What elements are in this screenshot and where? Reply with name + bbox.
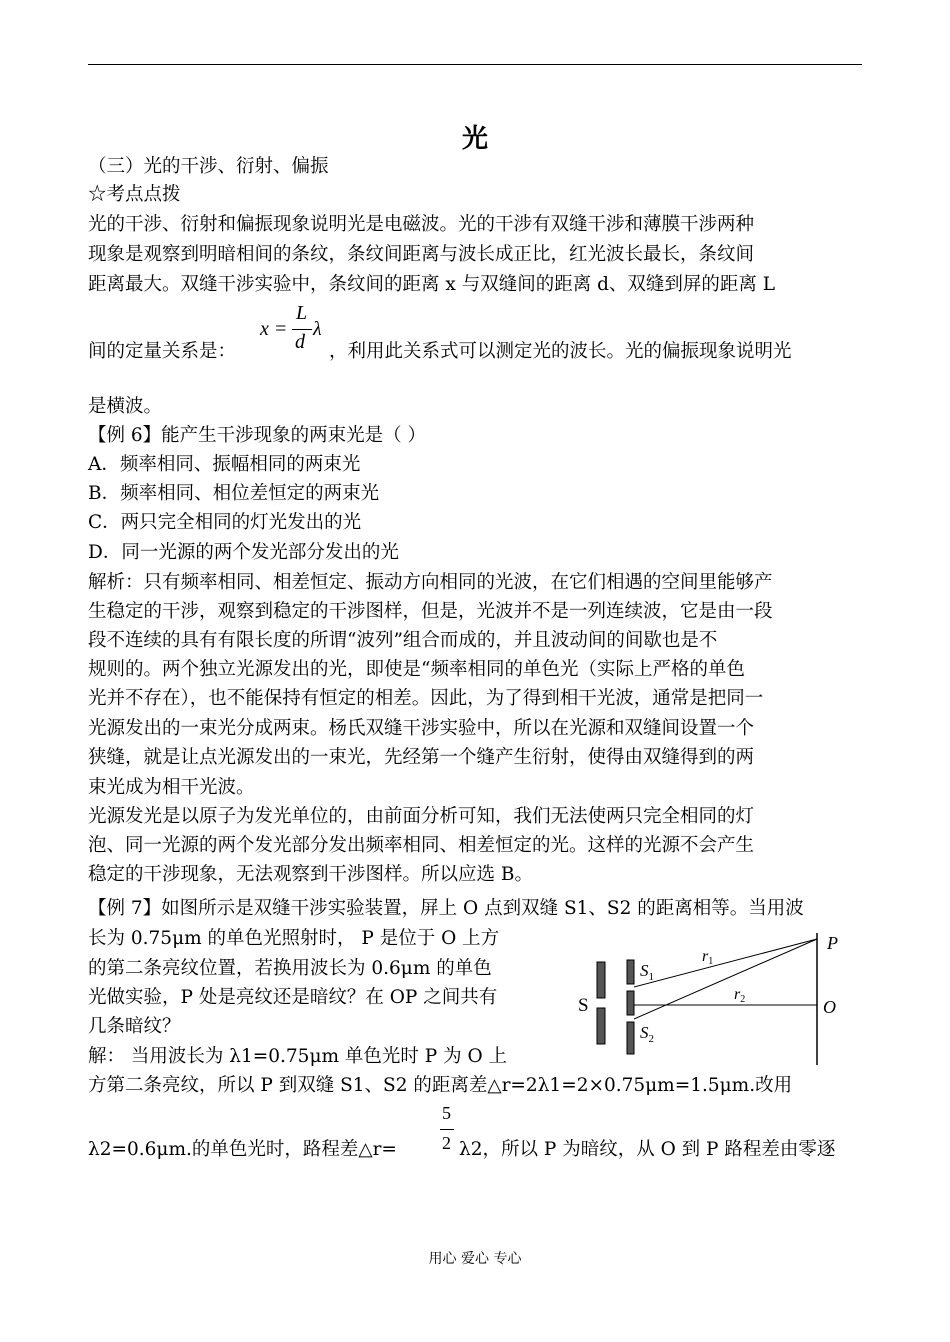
intro-line: 现象是观察到明暗相间的条纹，条纹间距离与波长成正比，红光波长最长，条纹间: [88, 244, 755, 265]
analysis-line: 泡、同一光源的两个发光部分发出频率相同、相差恒定的光。这样的光源不会产生: [88, 835, 755, 856]
analysis-line: 狭缝，就是让点光源发出的一束光，先经第一个缝产生衍射，使得由双缝得到的两: [88, 747, 755, 768]
solution-line: 方第二条亮纹，所以 P 到双缝 S1、S2 的距离差△r=2λ1=2×0.75μm=1.5μm.改用: [88, 1075, 793, 1096]
fraction-bar: [440, 1129, 454, 1130]
option-a: A．频率相同、振幅相同的两束光: [88, 454, 361, 475]
ray-r1: [634, 939, 817, 987]
option-d: D．同一光源的两个发光部分发出的光: [88, 542, 399, 563]
analysis-line: 光并不存在），也不能保持有恒定的相差。因此，为了得到相干光波，通常是把同一: [88, 688, 764, 709]
formula-line-prefix: 间的定量关系是：: [88, 341, 237, 362]
analysis-line: 光源发光是以原子为发光单位的，由前面分析可知，我们无法使两只完全相同的灯: [88, 806, 755, 827]
solution-line-suffix: λ2，所以 P 为暗纹，从 O 到 P 路程差由零逐: [459, 1139, 836, 1160]
ray-r2: [634, 939, 817, 1019]
analysis-line: 规则的。两个独立光源发出的光，即使是“频率相同的单色光（实际上严格的单色: [88, 659, 745, 680]
intro-line: 光的干涉、衍射和偏振现象说明光是电磁波。光的干涉有双缝干涉和薄膜干涉两种: [88, 214, 755, 235]
single-slit-barrier-bottom: [597, 1008, 605, 1044]
double-slit-barrier-bottom: [627, 1022, 634, 1054]
formula-numerator: L: [296, 302, 308, 324]
example7-line: 几条暗纹？: [88, 1016, 181, 1037]
analysis-line: 解析：只有频率相同、相差恒定、振动方向相同的光波，在它们相遇的空间里能够产: [88, 572, 773, 593]
point-heading: ☆考点点拨: [88, 184, 181, 205]
example7-line: 光做实验，P 处是亮纹还是暗纹？在 OP 之间共有: [88, 987, 498, 1008]
example7-line: 长为 0.75μm 的单色光照射时， P 是位于 O 上方: [88, 928, 500, 949]
formula-denominator: d: [295, 331, 305, 353]
double-slit-barrier-middle: [627, 991, 634, 1015]
intro-line: 距离最大。双缝干涉实验中，条纹间的距离 x 与双缝间的距离 d、双缝到屏的距离 L: [88, 274, 776, 295]
label-O: O: [823, 997, 836, 1017]
analysis-line: 束光成为相干光波。: [88, 777, 255, 798]
label-r2: r2: [734, 986, 746, 1005]
solution-line-prefix: λ2=0.6μm.的单色光时，路程差△r=: [88, 1139, 397, 1160]
analysis-line: 光源发出的一束光分成两束。杨氏双缝干涉实验中，所以在光源和双缝间设置一个: [88, 718, 755, 739]
header-rule: [88, 64, 862, 65]
analysis-line: 生稳定的干涉，观察到稳定的干涉图样，但是，光波并不是一列连续波，它是由一段: [88, 601, 773, 622]
label-S1: $S_1$: [640, 961, 654, 983]
formula-lhs: x =: [260, 318, 288, 340]
label-S2: $S_2$: [640, 1023, 654, 1045]
label-P: P: [827, 933, 838, 953]
formula-rhs: λ: [313, 318, 322, 340]
label-S: S: [578, 995, 589, 1016]
page-title: 光: [461, 124, 488, 154]
label-r1: r1: [702, 948, 714, 967]
section-heading: （三）光的干涉、衍射、偏振: [88, 156, 329, 177]
intro-end: 是横波。: [88, 396, 163, 417]
option-b: B．频率相同、相位差恒定的两束光: [88, 483, 380, 504]
fraction-bar: [292, 329, 312, 330]
single-slit-barrier-top: [597, 962, 605, 998]
formula-line-suffix: ，利用此关系式可以测定光的波长。光的偏振现象说明光: [329, 341, 792, 362]
double-slit-barrier-top: [627, 960, 634, 984]
footer: 用心 爱心 专心: [428, 1251, 522, 1267]
fraction-numerator: 5: [442, 1103, 451, 1123]
fraction-denominator: 2: [442, 1133, 451, 1153]
solution-line: 解： 当用波长为 λ1=0.75μm 单色光时 P 为 O 上: [88, 1046, 508, 1067]
example7-line: 的第二条亮纹位置，若换用波长为 0.6μm 的单色: [88, 958, 492, 979]
example6-question: 【例 6】能产生干涉现象的两束光是（ ）: [88, 425, 427, 446]
double-slit-diagram: [570, 925, 860, 1075]
option-c: C．两只完全相同的灯光发出的光: [88, 512, 362, 533]
example7-question: 【例 7】如图所示是双缝干涉实验装置，屏上 O 点到双缝 S1、S2 的距离相等。当用波: [88, 898, 804, 919]
analysis-line: 稳定的干涉现象，无法观察到干涉图样。所以应选 B。: [88, 864, 533, 885]
analysis-line: 段不连续的具有有限长度的所谓“波列”组合而成的，并且波动间的间歇也是不: [88, 630, 718, 651]
